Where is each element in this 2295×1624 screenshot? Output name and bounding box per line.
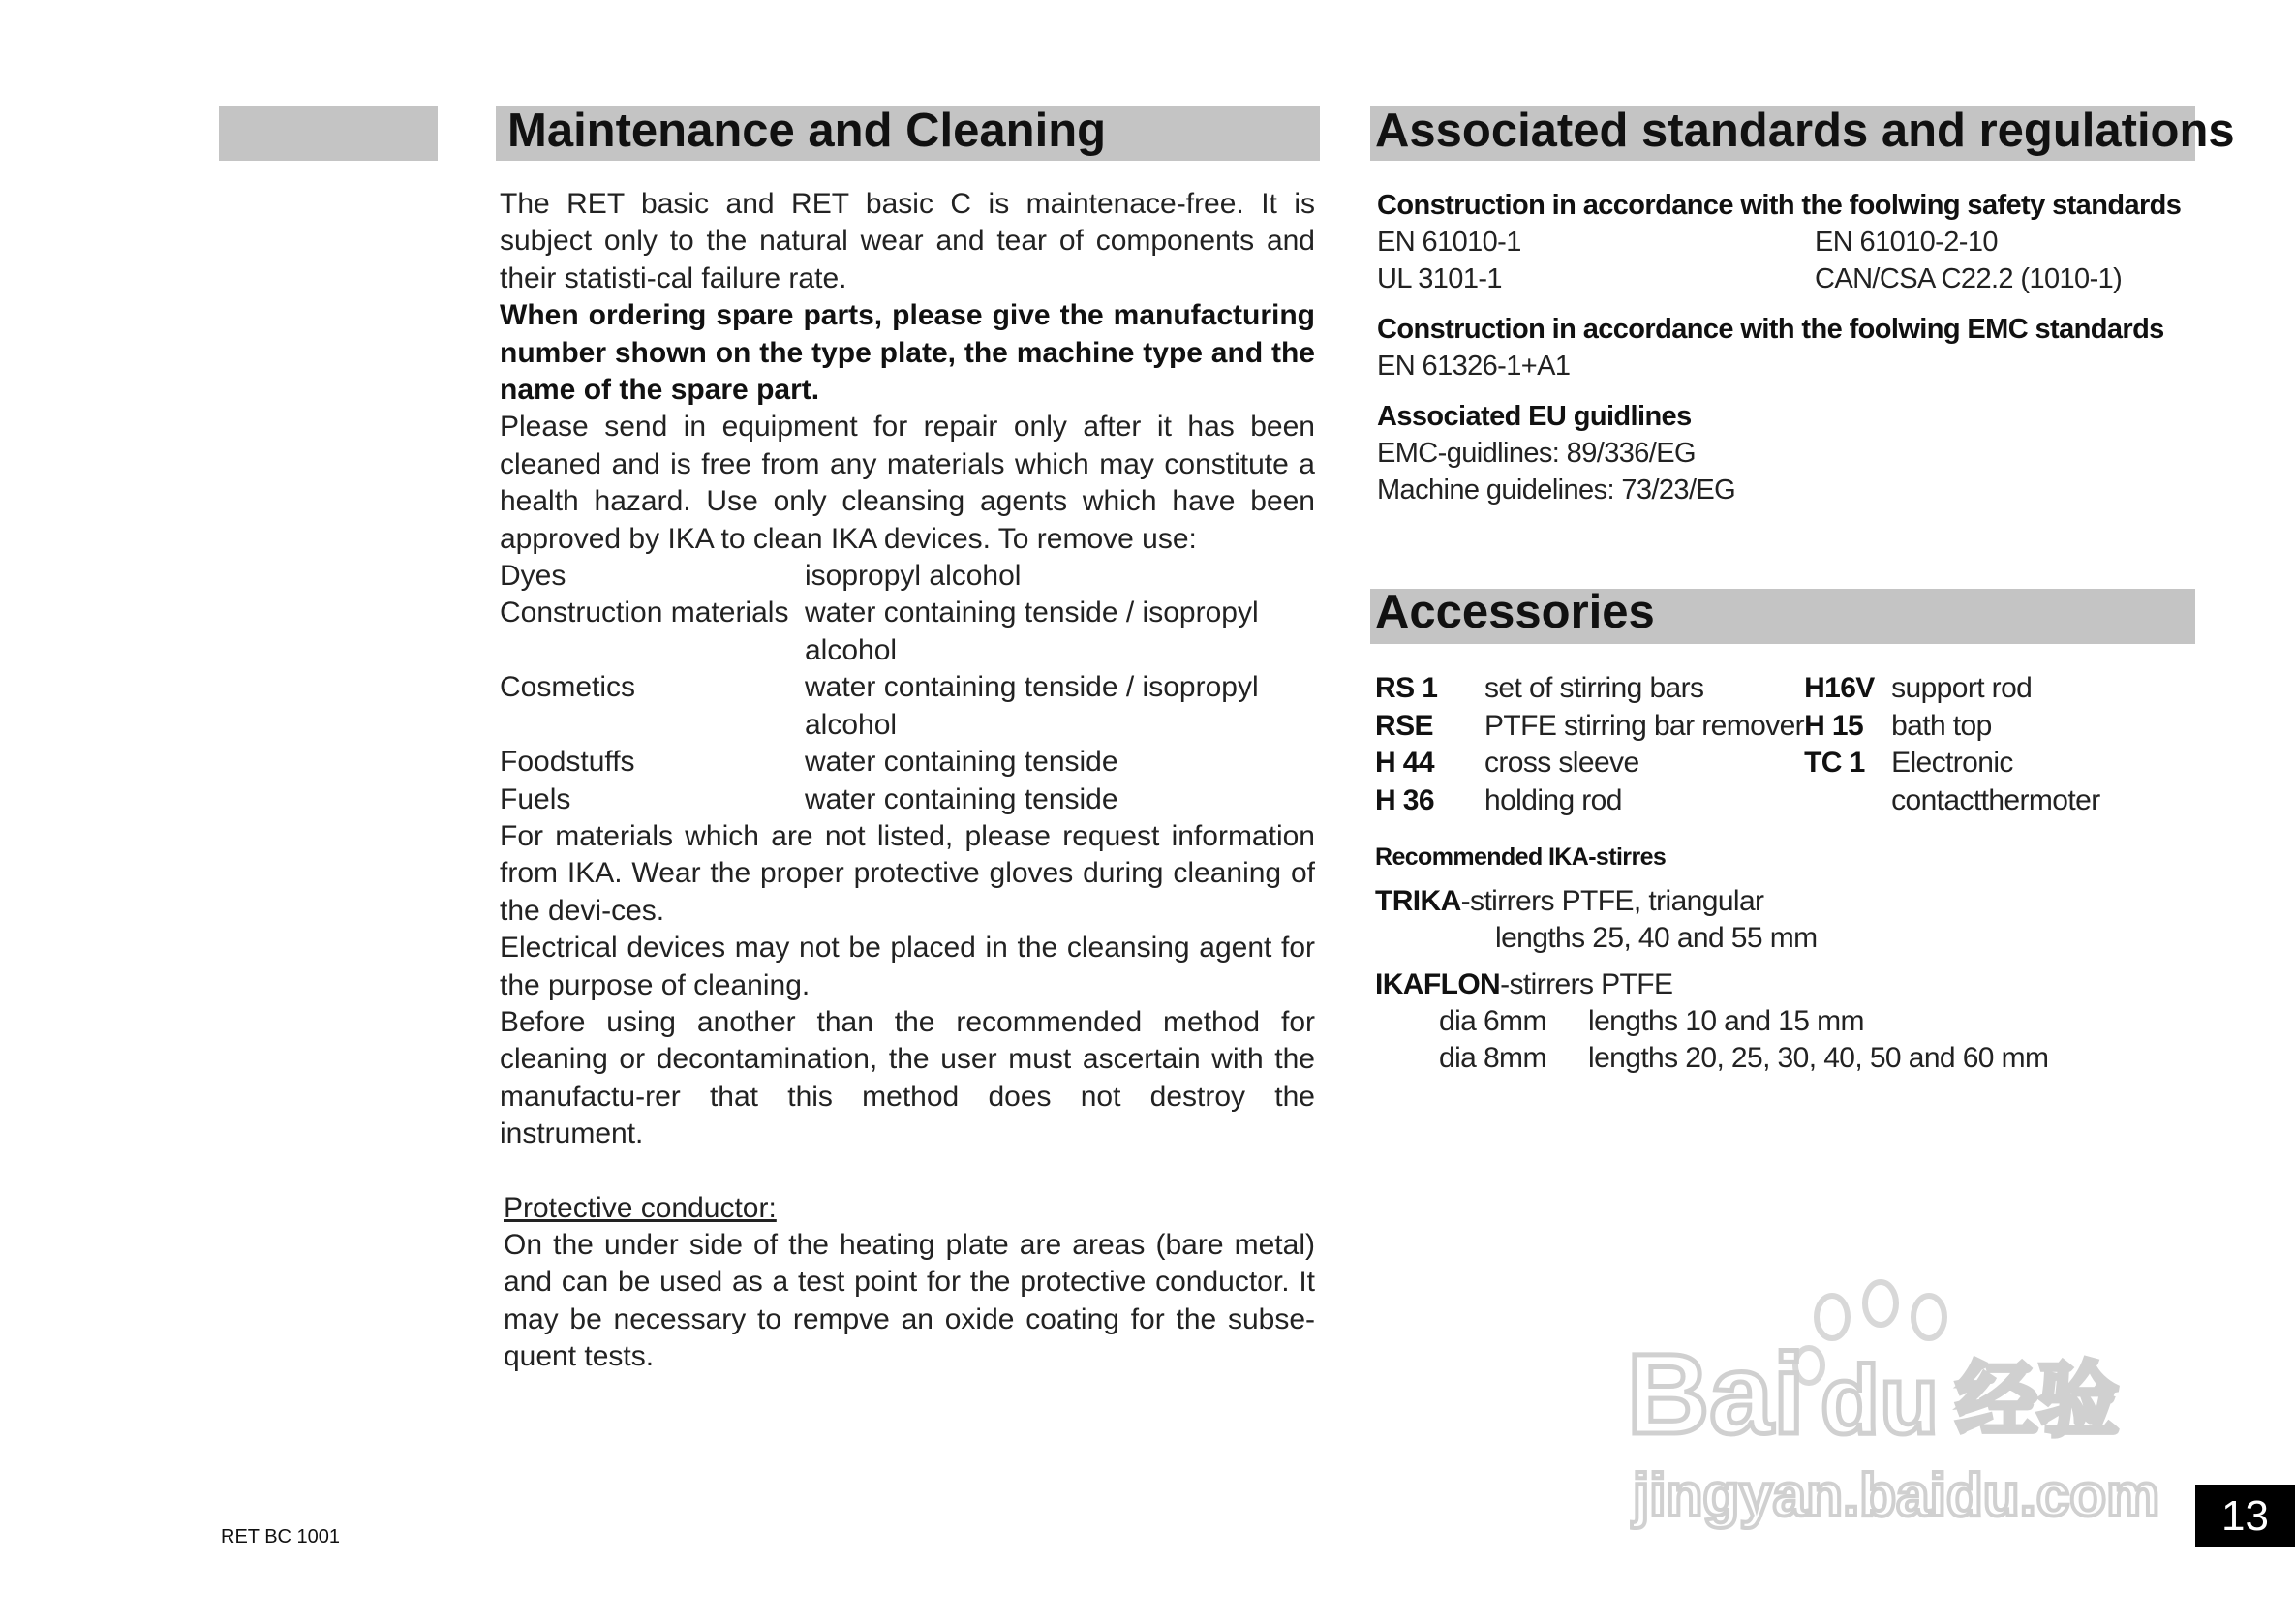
eu-item: EMC-guidlines: 89/336/EG [1377, 438, 1696, 469]
ikaflon-rest: -stirrers PTFE [1500, 968, 1673, 1000]
agent: water containing tenside / isopropyl alcohol [805, 671, 1259, 741]
doc-code: RET BC 1001 [221, 1526, 341, 1547]
recommended-heading: Recommended IKA-stirres [1375, 843, 1667, 871]
accessories-table [1375, 670, 2100, 819]
safety-row [1377, 224, 2190, 260]
material: Cosmetics [500, 671, 636, 704]
cleaning-row [500, 781, 1315, 818]
ikaflon-lengths: lengths 10 and 15 mm [1588, 1005, 1864, 1037]
maintenance-para1: The RET basic and RET basic C is maintenace-free. It is subject only to the natural wear and tear of components and their statisti-cal failure rate. [500, 188, 1315, 294]
safety-row [1377, 260, 2190, 297]
baidu-watermark [1627, 1278, 2169, 1530]
watermark-url: jingyan.baidu.com [1633, 1462, 2160, 1529]
accessory-desc: set of stirring bars [1484, 672, 1704, 704]
protective-heading: Protective conductor: [504, 1191, 777, 1224]
accessory-desc: bath top [1891, 709, 1992, 742]
maintenance-para5: Before using another than the recommended method for cleaning or decontamination, the user must ascertain with the manufactu-rer that this method does not destroy the instrument. [500, 1005, 1315, 1150]
maintenance-para3: For materials which are not listed, please request information from IKA. Wear the proper protective gloves during cleaning of the devi-ces. [500, 819, 1315, 927]
accessory-desc: Electronic [1891, 747, 2013, 779]
ikaflon-row [1375, 1003, 2198, 1040]
spare-parts-note: When ordering spare parts, please give the manufacturing number shown on the type plate, the machine type and the name of the spare part. [500, 299, 1315, 407]
watermark-brand2: du [1821, 1346, 1940, 1455]
standards-title: Associated standards and regulations [1375, 105, 2235, 157]
accessories-title: Accessories [1375, 586, 1655, 638]
accessory-code: RSE [1375, 709, 1433, 742]
accessory-code: RS 1 [1375, 672, 1438, 704]
agent: water containing tenside [805, 746, 1118, 779]
safety-item: EN 61010-2-10 [1815, 227, 1998, 258]
cleaning-row [500, 558, 1315, 595]
accessory-row [1375, 745, 2100, 782]
emc-heading: Construction in accordance with the foolwing EMC standards [1377, 314, 2164, 345]
accessory-desc: cross sleeve [1484, 747, 1639, 779]
accessory-code: H 44 [1375, 747, 1434, 779]
watermark-brand: Bai [1627, 1331, 1805, 1458]
trika-line [1375, 883, 2198, 920]
safety-item: CAN/CSA C22.2 (1010-1) [1815, 263, 2123, 294]
maintenance-body [500, 186, 1315, 1376]
accessory-desc: support rod [1891, 672, 2033, 704]
ikaflon-lengths: lengths 20, 25, 30, 40, 50 and 60 mm [1588, 1042, 2049, 1074]
material: Construction materials [500, 597, 789, 629]
accessory-row [1375, 670, 2100, 708]
accessories-list [1375, 670, 2198, 1077]
agent: isopropyl alcohol [805, 560, 1022, 593]
accessory-code: TC 1 [1804, 747, 1865, 779]
maintenance-title: Maintenance and Cleaning [507, 105, 1107, 157]
page-number: 13 [2195, 1485, 2295, 1547]
ikaflon-line [1375, 966, 2198, 1003]
accessory-row [1375, 708, 2100, 746]
trika-rest: -stirrers PTFE, triangular [1460, 885, 1764, 917]
safety-heading: Construction in accordance with the foolwing safety standards [1377, 190, 2182, 221]
accessory-code [1804, 782, 1891, 820]
agent: water containing tenside / isopropyl alcohol [805, 597, 1259, 666]
maintenance-para4: Electrical devices may not be placed in the cleansing agent for the purpose of cleaning. [500, 932, 1315, 1001]
protective-text: On the under side of the heating plate are areas (bare metal) and can be used as a test point for the protective conductor. It may be necessary to rempve an oxide coating for the subse-quent tests. [504, 1228, 1315, 1373]
accessory-code: H 36 [1375, 783, 1434, 816]
ikaflon-dia: dia 8mm [1439, 1042, 1546, 1074]
safety-item: UL 3101-1 [1377, 263, 1502, 294]
cleaning-row [500, 669, 1315, 744]
accessory-desc: holding rod [1484, 783, 1622, 816]
ikaflon-dia: dia 6mm [1439, 1005, 1546, 1037]
spacer [500, 1153, 1315, 1190]
eu-item: Machine guidelines: 73/23/EG [1377, 475, 1736, 506]
accessory-code: H 15 [1804, 709, 1864, 742]
trika-lengths: lengths 25, 40 and 55 mm [1495, 922, 1818, 954]
accessory-desc: PTFE stirring bar remover [1484, 709, 1805, 742]
material: Fuels [500, 782, 571, 815]
emc-item: EN 61326-1+A1 [1377, 351, 1571, 382]
trika-name: TRIKA [1375, 885, 1461, 917]
side-tab [219, 106, 438, 161]
accessory-row [1375, 782, 2100, 820]
watermark-cn: 经验 [1956, 1353, 2120, 1448]
material: Foodstuffs [500, 746, 635, 779]
maintenance-para2: Please send in equipment for repair only after it has been cleaned and is free from any materials which may constitute a health hazard. Use only cleansing agents which have been approved by IKA to clean IKA devices. To remove use: [500, 411, 1315, 555]
cleaning-row [500, 595, 1315, 669]
cleaning-row [500, 744, 1315, 781]
standards-body [1377, 187, 2190, 508]
agent: water containing tenside [805, 782, 1118, 815]
safety-item: EN 61010-1 [1377, 227, 1521, 258]
ikaflon-row [1375, 1040, 2198, 1077]
ikaflon-name: IKAFLON [1375, 968, 1501, 1000]
eu-heading: Associated EU guidlines [1377, 401, 1692, 432]
material: Dyes [500, 560, 566, 593]
accessory-code: H16V [1804, 672, 1875, 704]
accessory-desc: contactthermoter [1891, 783, 2100, 816]
cleaning-table [500, 558, 1315, 818]
